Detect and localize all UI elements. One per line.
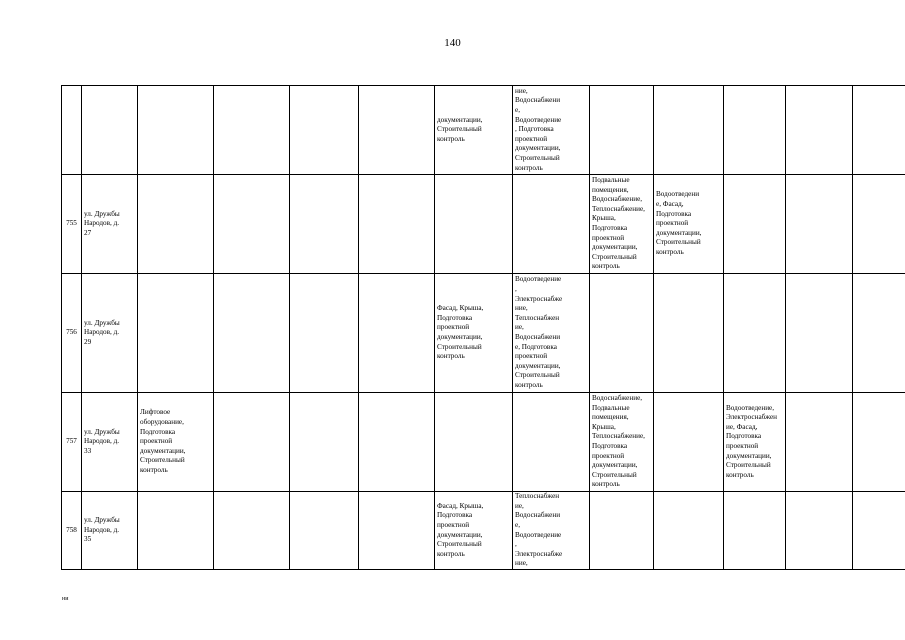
work-cell [590, 86, 654, 175]
address-cell [82, 86, 138, 175]
work-cell [513, 393, 590, 492]
work-cell [290, 274, 359, 393]
work-cell [786, 492, 853, 570]
work-cell [590, 274, 654, 393]
table-row [62, 86, 905, 175]
work-cell [786, 393, 853, 492]
work-cell: Теплоснабжен ие, Водоснабжени е, Водоотведение , Электроснабже ние, [513, 492, 590, 570]
table-row [62, 492, 905, 570]
work-cell [359, 274, 435, 393]
work-cell [590, 492, 654, 570]
work-cell [724, 175, 786, 274]
work-cell [654, 393, 724, 492]
work-cell: ние, Водоснабжени е, Водоотведение , Подготовка проектной документации, Строительный контроль [513, 86, 590, 175]
work-cell [724, 492, 786, 570]
table-row [62, 274, 905, 393]
row-number-cell: 758 [62, 492, 82, 570]
work-cell [786, 86, 853, 175]
work-cell [214, 492, 290, 570]
work-cell: Лифтовое оборудование, Подготовка проектной документации, Строительный контроль [138, 393, 214, 492]
work-cell [853, 175, 905, 274]
address-cell: ул. Дружбы Народов, д. 29 [82, 274, 138, 393]
work-cell: Подвальные помещения, Водоснабжение, Теплоснабжение, Крыша, Подготовка проектной документации, Строительный контроль [590, 175, 654, 274]
work-cell [214, 393, 290, 492]
work-cell [724, 274, 786, 393]
work-cell: Водоотведение , Электроснабже ние, Теплоснабжен ие, Водоснабжени е, Подготовка проектной документации, Строительный контроль [513, 274, 590, 393]
work-cell [359, 492, 435, 570]
table-row [62, 393, 905, 492]
work-cell: Водоотведение, Электроснабжен ие, Фасад, Подготовка проектной документации, Строительный контроль [724, 393, 786, 492]
row-number-cell: 755 [62, 175, 82, 274]
repair-schedule-table [61, 85, 905, 570]
work-cell [290, 492, 359, 570]
work-cell [290, 393, 359, 492]
work-cell [138, 274, 214, 393]
work-cell [138, 175, 214, 274]
work-cell [138, 492, 214, 570]
work-cell [513, 175, 590, 274]
address-cell: ул. Дружбы Народов, д. 27 [82, 175, 138, 274]
work-cell [853, 86, 905, 175]
page-number: 140 [444, 37, 461, 49]
work-cell [853, 492, 905, 570]
work-cell: документации, Строительный контроль [435, 86, 513, 175]
work-cell [853, 393, 905, 492]
work-cell [214, 274, 290, 393]
work-cell [435, 393, 513, 492]
work-cell [435, 175, 513, 274]
work-cell [138, 86, 214, 175]
row-number-cell: 757 [62, 393, 82, 492]
table-row [62, 175, 905, 274]
address-cell: ул. Дружбы Народов, д. 33 [82, 393, 138, 492]
work-cell [214, 175, 290, 274]
row-number-cell: 756 [62, 274, 82, 393]
work-cell [654, 86, 724, 175]
work-cell [290, 175, 359, 274]
work-cell [214, 86, 290, 175]
work-cell [786, 175, 853, 274]
work-cell [359, 393, 435, 492]
work-cell [359, 175, 435, 274]
footer-mark: ни [62, 596, 69, 602]
work-cell [724, 86, 786, 175]
work-cell [290, 86, 359, 175]
work-cell [853, 274, 905, 393]
work-cell: Фасад, Крыша, Подготовка проектной документации, Строительный контроль [435, 492, 513, 570]
work-cell: Фасад, Крыша, Подготовка проектной документации, Строительный контроль [435, 274, 513, 393]
work-cell [359, 86, 435, 175]
row-number-cell [62, 86, 82, 175]
work-cell [786, 274, 853, 393]
work-cell [654, 274, 724, 393]
address-cell: ул. Дружбы Народов, д. 35 [82, 492, 138, 570]
work-cell: Водоотведени е, Фасад, Подготовка проектной документации, Строительный контроль [654, 175, 724, 274]
work-cell: Водоснабжение, Подвальные помещения, Крыша, Теплоснабжение, Подготовка проектной документации, Строительный контроль [590, 393, 654, 492]
work-cell [654, 492, 724, 570]
